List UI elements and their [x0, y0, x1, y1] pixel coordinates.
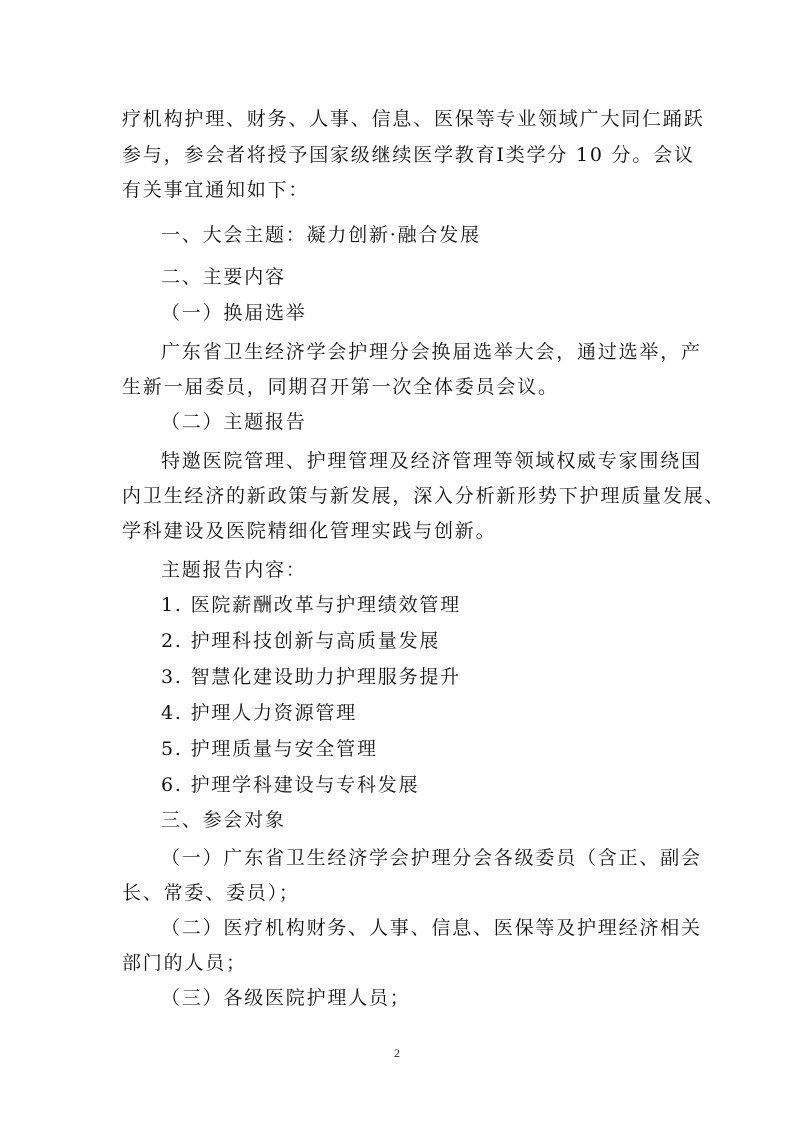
keynote-paragraph-line-2: 内卫生经济的新政策与新发展，深入分析新形势下护理质量发展、: [122, 485, 726, 507]
intro-line-1: 疗机构护理、财务、人事、信息、医保等专业领域广大同仁踊跃: [122, 108, 705, 130]
topic-item: 3. 智慧化建设助力护理服务提升: [161, 666, 461, 688]
election-paragraph-line-1: 广东省卫生经济学会护理分会换届选举大会，通过选举，产: [161, 341, 702, 363]
intro-line-3: 有关事宜通知如下：: [122, 179, 310, 201]
topic-item: 1. 医院薪酬改革与护理绩效管理: [161, 594, 461, 616]
topic-item: 5. 护理质量与安全管理: [161, 738, 378, 760]
section-heading-attendees: 三、参会对象: [161, 809, 286, 831]
attendee-item-2-line-2: 部门的人员；: [122, 952, 247, 974]
subsection-heading-election: （一）换届选举: [161, 302, 307, 324]
section-heading-content: 二、主要内容: [161, 266, 286, 288]
keynote-paragraph-line-1: 特邀医院管理、护理管理及经济管理等领域权威专家围绕国: [161, 450, 702, 472]
topic-item: 4. 护理人力资源管理: [161, 702, 357, 724]
subsection-heading-keynote: （二）主题报告: [161, 411, 307, 433]
attendee-item-1-line-1: （一）广东省卫生经济学会护理分会各级委员（含正、副会: [161, 847, 702, 869]
topics-heading: 主题报告内容：: [161, 559, 307, 581]
topic-item: 6. 护理学科建设与专科发展: [161, 774, 420, 796]
attendee-item-3-line-1: （三）各级医院护理人员；: [161, 987, 411, 1009]
section-heading-theme: 一、大会主题：凝力创新·融合发展: [161, 224, 481, 246]
topic-item: 2. 护理科技创新与高质量发展: [161, 630, 441, 652]
page-number: 2: [394, 1046, 400, 1060]
election-paragraph-line-2: 生新一届委员，同期召开第一次全体委员会议。: [122, 376, 559, 398]
intro-line-2: 参与，参会者将授予国家级继续医学教育Ⅰ类学分 10 分。会议: [122, 144, 695, 166]
attendee-item-1-line-2: 长、常委、委员）；: [122, 882, 300, 904]
attendee-item-2-line-1: （二）医疗机构财务、人事、信息、医保等及护理经济相关: [161, 917, 702, 939]
keynote-paragraph-line-3: 学科建设及医院精细化管理实践与创新。: [122, 520, 497, 542]
